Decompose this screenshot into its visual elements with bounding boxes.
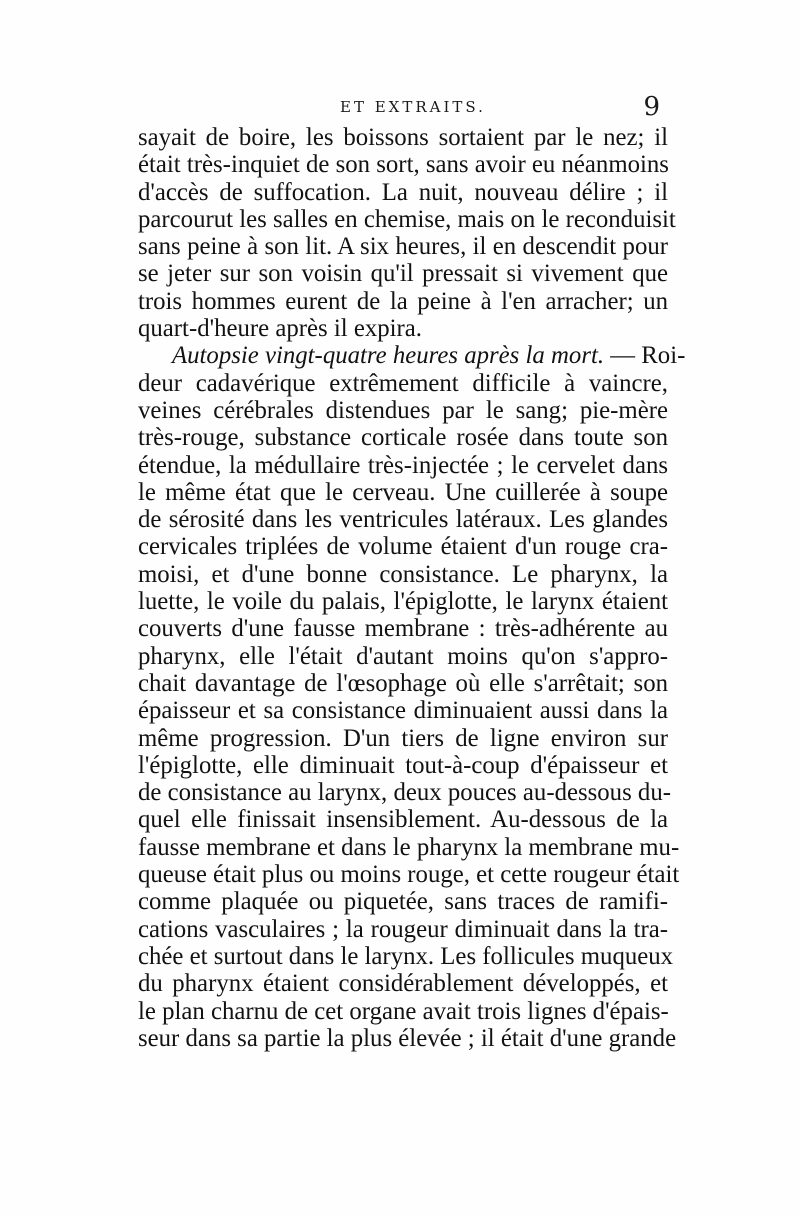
text-line: comme plaquée ou piquetée, sans traces de ramifi-: [138, 888, 668, 916]
text-line: le plan charnu de cet organe avait trois lignes d'épais-: [138, 997, 669, 1025]
text-line: fausse membrane et dans le pharynx la membrane mu-: [138, 833, 680, 861]
text-line: épaisseur et sa consistance diminuaient aussi dans la: [138, 697, 668, 725]
text-line: couverts d'une fausse membrane : très-adhérente au: [138, 615, 668, 643]
text-line: même progression. D'un tiers de ligne environ sur: [138, 724, 668, 752]
running-title: ET EXTRAITS.: [340, 98, 486, 116]
text-line: sayait de boire, les boissons sortaient par le nez; il: [138, 124, 668, 151]
text-line: quel elle finissait insensiblement. Au-dessous de la: [138, 806, 668, 834]
text-line: d'accès de suffocation. La nuit, nouveau délire ; il: [138, 178, 668, 206]
text-line: chait davantage de l'œsophage où elle s'arrêtait; son: [138, 669, 668, 697]
text-line: cations vasculaires ; la rougeur diminuait dans la tra-: [138, 915, 668, 943]
autopsy-paragraph-start: [138, 342, 686, 370]
autopsy-heading: Autopsie vingt-quatre heures après la mort.: [172, 342, 605, 370]
autopsy-lead: — Roi-: [604, 342, 686, 370]
text-line: du pharynx étaient considérablement développés, et: [138, 970, 668, 998]
text-line: l'épiglotte, elle diminuait tout-à-coup d'épaisseur et: [138, 751, 668, 779]
text-line: pharynx, elle l'était d'autant moins qu'on s'appro-: [138, 642, 668, 670]
text-line: sans peine à son lit. A six heures, il en descendit pour: [138, 233, 668, 261]
text-line: se jeter sur son voisin qu'il pressait si vivement que: [138, 260, 668, 288]
text-line: parcourut les salles en chemise, mais on le reconduisit: [138, 205, 676, 233]
text-line: quart-d'heure après il expira.: [138, 315, 422, 343]
body-text: [138, 124, 686, 1052]
text-line: moisi, et d'une bonne consistance. Le pharynx, la: [138, 560, 668, 588]
text-line: deur cadavérique extrêmement difficile à vaincre,: [138, 369, 668, 397]
text-line: était très-inquiet de son sort, sans avoir eu néanmoins: [138, 151, 669, 179]
text-line: de sérosité dans les ventricules latéraux. Les glandes: [138, 506, 668, 534]
text-line: le même état que le cerveau. Une cuillerée à soupe: [138, 478, 668, 506]
text-line: trois hommes eurent de la peine à l'en arracher; un: [138, 287, 668, 315]
page-number: 9: [643, 92, 660, 122]
running-header: [140, 92, 660, 122]
text-line: cervicales triplées de volume étaient d'un rouge cra-: [138, 533, 668, 561]
text-line: queuse était plus ou moins rouge, et cette rougeur était: [138, 861, 680, 889]
text-line: étendue, la médullaire très-injectée ; le cervelet dans: [138, 451, 668, 479]
text-line: très-rouge, substance corticale rosée dans toute son: [138, 424, 668, 452]
text-line: chée et surtout dans le larynx. Les follicules muqueux: [138, 942, 674, 970]
text-line: de consistance au larynx, deux pouces au-dessous du-: [138, 779, 671, 807]
text-line: veines cérébrales distendues par le sang; pie-mère: [138, 396, 668, 424]
text-line: seur dans sa partie la plus élevée ; il était d'une grande: [138, 1024, 677, 1052]
text-line: luette, le voile du palais, l'épiglotte, le larynx étaient: [138, 588, 668, 616]
